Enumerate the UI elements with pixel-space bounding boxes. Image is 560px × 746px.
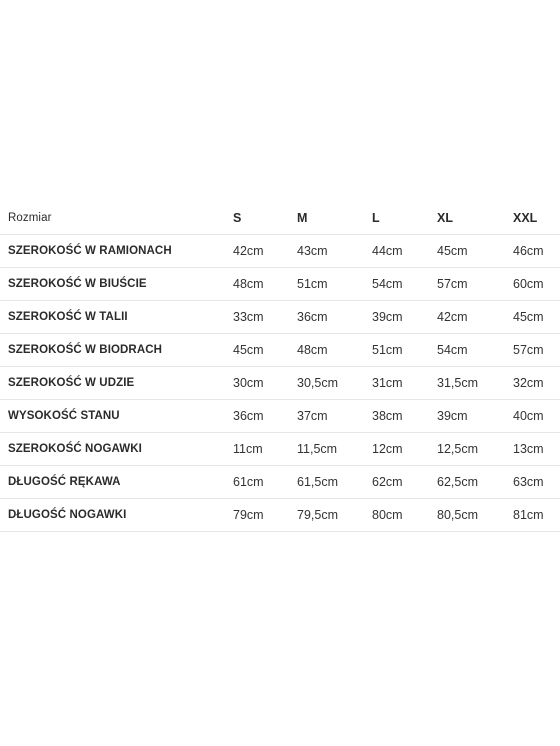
measurement-label: SZEROKOŚĆ W TALII xyxy=(0,301,233,334)
measurement-value: 11cm xyxy=(233,433,297,466)
measurement-value: 39cm xyxy=(437,400,513,433)
size-column-xxl: XXL xyxy=(513,202,560,235)
measurement-value: 51cm xyxy=(297,268,372,301)
measurement-value: 62cm xyxy=(372,466,437,499)
measurement-value: 79,5cm xyxy=(297,499,372,532)
measurement-value: 33cm xyxy=(233,301,297,334)
measurement-value: 30cm xyxy=(233,367,297,400)
measurement-value: 30,5cm xyxy=(297,367,372,400)
measurement-value: 57cm xyxy=(513,334,560,367)
table-row xyxy=(0,268,560,301)
measurement-value: 32cm xyxy=(513,367,560,400)
measurement-value: 44cm xyxy=(372,235,437,268)
measurement-value: 43cm xyxy=(297,235,372,268)
table-row xyxy=(0,334,560,367)
measurement-value: 11,5cm xyxy=(297,433,372,466)
measurement-value: 46cm xyxy=(513,235,560,268)
measurement-label: SZEROKOŚĆ W BIUŚCIE xyxy=(0,268,233,301)
measurement-value: 80cm xyxy=(372,499,437,532)
measurement-value: 12cm xyxy=(372,433,437,466)
measurement-value: 60cm xyxy=(513,268,560,301)
measurement-value: 36cm xyxy=(297,301,372,334)
table-body xyxy=(0,235,560,532)
measurement-value: 12,5cm xyxy=(437,433,513,466)
measurement-value: 45cm xyxy=(437,235,513,268)
size-chart-table xyxy=(0,202,560,532)
size-column-m: M xyxy=(297,202,372,235)
measurement-value: 48cm xyxy=(297,334,372,367)
table-row xyxy=(0,433,560,466)
measurement-value: 54cm xyxy=(437,334,513,367)
measurement-value: 45cm xyxy=(233,334,297,367)
size-header-label: Rozmiar xyxy=(0,202,233,235)
size-column-xl: XL xyxy=(437,202,513,235)
size-column-l: L xyxy=(372,202,437,235)
measurement-label: WYSOKOŚĆ STANU xyxy=(0,400,233,433)
measurement-value: 42cm xyxy=(233,235,297,268)
measurement-value: 42cm xyxy=(437,301,513,334)
measurement-value: 54cm xyxy=(372,268,437,301)
table-row xyxy=(0,400,560,433)
measurement-label: SZEROKOŚĆ NOGAWKI xyxy=(0,433,233,466)
measurement-label: DŁUGOŚĆ NOGAWKI xyxy=(0,499,233,532)
measurement-value: 45cm xyxy=(513,301,560,334)
measurement-value: 31,5cm xyxy=(437,367,513,400)
measurement-value: 79cm xyxy=(233,499,297,532)
measurement-value: 13cm xyxy=(513,433,560,466)
measurement-value: 61cm xyxy=(233,466,297,499)
table-row xyxy=(0,235,560,268)
measurement-value: 39cm xyxy=(372,301,437,334)
measurement-value: 51cm xyxy=(372,334,437,367)
measurement-value: 81cm xyxy=(513,499,560,532)
header-row xyxy=(0,202,560,235)
measurement-value: 31cm xyxy=(372,367,437,400)
measurement-value: 63cm xyxy=(513,466,560,499)
measurement-label: DŁUGOŚĆ RĘKAWA xyxy=(0,466,233,499)
measurement-value: 57cm xyxy=(437,268,513,301)
table-row xyxy=(0,466,560,499)
size-column-s: S xyxy=(233,202,297,235)
measurement-value: 37cm xyxy=(297,400,372,433)
measurement-value: 48cm xyxy=(233,268,297,301)
measurement-label: SZEROKOŚĆ W RAMIONACH xyxy=(0,235,233,268)
measurement-value: 38cm xyxy=(372,400,437,433)
table-row xyxy=(0,499,560,532)
measurement-value: 36cm xyxy=(233,400,297,433)
table-row xyxy=(0,367,560,400)
table-row xyxy=(0,301,560,334)
measurement-value: 80,5cm xyxy=(437,499,513,532)
measurement-value: 40cm xyxy=(513,400,560,433)
measurement-value: 61,5cm xyxy=(297,466,372,499)
measurement-label: SZEROKOŚĆ W UDZIE xyxy=(0,367,233,400)
measurement-value: 62,5cm xyxy=(437,466,513,499)
measurement-label: SZEROKOŚĆ W BIODRACH xyxy=(0,334,233,367)
